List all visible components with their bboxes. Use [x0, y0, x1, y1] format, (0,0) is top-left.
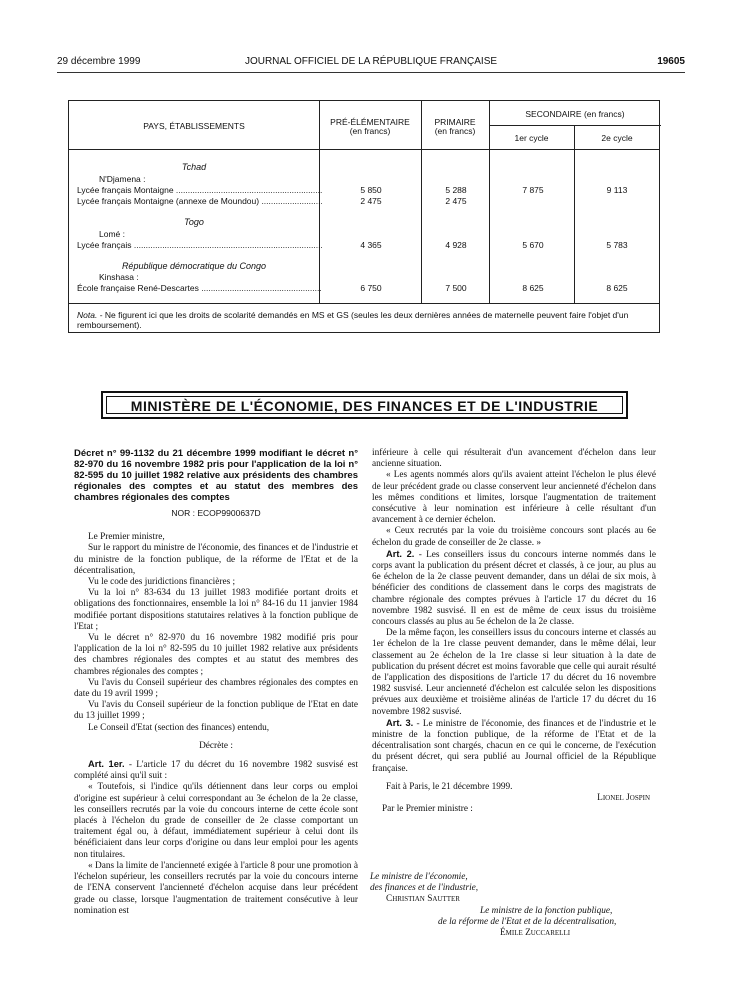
table-divider	[69, 303, 659, 304]
table-row	[77, 196, 655, 207]
article-1-text: - L'article 17 du décret du 16 novembre 1982 susvisé est complété ainsi qu'il suit :	[74, 760, 359, 782]
row-name: Lycée français Montaigne .....	[77, 185, 322, 196]
city-lome: Lomé :	[99, 229, 125, 239]
paragraph: Sur le rapport du ministre de l'économie, des finances et de l'industrie et du ministre de la fonction publique, de la réforme de l'Etat et de la décentralisation,	[74, 543, 358, 576]
article-3-text: - Le ministre de l'économie, des finances et de l'industrie et le ministre de la fonction publique, de la réforme de l'Etat et de la décentralisation sont chargés, chacun en ce qui le concerne, de l'exécution du présent décret, qui sera publié au Journal officiel de la République française.	[372, 718, 656, 774]
row-c2: 5 783	[606, 240, 628, 250]
article-1	[74, 759, 358, 782]
note-label: Nota.	[77, 310, 98, 320]
row-prim: 5 288	[445, 185, 467, 195]
row-c1: 8 625	[522, 283, 544, 293]
note-text: - Ne figurent ici que les droits de scolarité demandés en MS et GS (seules les deux dernières années de maternelle peuvent faire l'objet d'un remboursement).	[77, 310, 629, 330]
par-premier-ministre: Par le Premier ministre :	[382, 804, 473, 815]
country-congo: République démocratique du Congo	[121, 261, 267, 271]
col-header-pre-label: PRÉ-ÉLÉMENTAIRE	[330, 117, 410, 127]
article-3-label: Art. 3.	[386, 717, 414, 728]
right-column	[372, 448, 656, 816]
row-c1: 7 875	[522, 185, 544, 195]
city-ndjamena: N'Djamena :	[99, 174, 146, 184]
ministry-heading: MINISTÈRE DE L'ÉCONOMIE, DES FINANCES ET DE L'INDUSTRIE	[106, 396, 623, 414]
row-prim: 7 500	[445, 283, 467, 293]
signature-place-date: Fait à Paris, le 21 décembre 1999.	[386, 781, 513, 792]
signer-prime-minister: Lionel Jospin	[597, 793, 650, 804]
paragraph: « Toutefois, si l'indice qu'ils détiennent dans leur corps ou emploi d'origine est supérieur à celui correspondant au 3e échelon de la 2e classe, les conseillers recrutés par la voie du concours interne de cette école sont placés à l'échelon du grade de conseiller de 2e classe comportant un traitement égal ou, à défaut, immédiatement supérieur à celui dont ils bénéficiaient dans leur corps d'origine ou dans leur emploi pour les agents non titulaires.	[74, 782, 358, 860]
row-name: Lycée français Montaigne (annexe de Moundou) .....	[77, 196, 322, 207]
row-name: École française René-Descartes .....	[77, 283, 322, 294]
table-divider	[574, 125, 575, 303]
header-journal-title: JOURNAL OFFICIEL DE LA RÉPUBLIQUE FRANÇAISE	[244, 56, 498, 67]
table-divider	[489, 125, 661, 126]
article-2-label: Art. 2.	[386, 548, 415, 559]
paragraph: Le Premier ministre,	[88, 532, 165, 543]
paragraph: « Les agents nommés alors qu'ils avaient atteint l'échelon le plus élevé de leur précédent grade ou classe conservent leur ancienneté d'échelon dans les mêmes conditions et limites, lorsque l'augmentation de traitement consécutive à leur nomination est inférieure à celle résultant d'un avancement à ce dernier échelon.	[372, 470, 656, 526]
header-rule	[57, 72, 685, 73]
row-prim: 2 475	[445, 196, 467, 206]
article-2-text: - Les conseillers issus du concours interne nommés dans le corps avant la publication du présent décret et classés, à ce jour, au plus au 6e échelon de la 2e classe peuvent demander, dans un délai de six mois, à bénéficier des conditions de classement dans le corps des magistrats de chambre régionale des comptes prévues à l'article 17 du décret du 16 novembre 1982 susvisé. Il en est de même de ceux issus du troisième concours classés au plus au 5e échelon de la 2e classe.	[372, 549, 656, 628]
minister-fp-line1: Le ministre de la fonction publique,	[480, 905, 613, 916]
col-header-prim	[421, 118, 489, 136]
row-pre: 6 750	[360, 283, 382, 293]
table-row	[77, 185, 655, 196]
col-header-prim-label: PRIMAIRE	[434, 117, 476, 127]
left-column	[74, 448, 358, 917]
row-pre: 5 850	[360, 185, 382, 195]
header-page-number: 19605	[657, 56, 685, 67]
col-header-sec: SECONDAIRE (en francs)	[525, 109, 625, 119]
article-3	[372, 718, 656, 775]
signer-zuccarelli: Émile Zuccarelli	[500, 928, 571, 939]
paragraph: « Dans la limite de l'ancienneté exigée à l'article 8 pour une promotion à l'échelon supérieur, les conseillers recrutés par la voie du concours interne de l'ENA conservent l'ancienneté d'échelon acquise dans leur précédent grade ou classe, lorsque l'augmentation de traitement consécutive à leur nomination est	[74, 860, 358, 916]
nor-reference: NOR : ECOP9900637D	[171, 508, 261, 518]
minister-economy-line1: Le ministre de l'économie,	[370, 872, 468, 882]
row-pre: 2 475	[360, 196, 382, 206]
tuition-table	[68, 100, 660, 333]
table-row	[77, 240, 655, 251]
decrete-heading: Décrète :	[199, 740, 233, 751]
paragraph: Vu le code des juridictions financières ;	[88, 577, 236, 588]
city-kinshasa: Kinshasa :	[99, 272, 139, 282]
signer-sautter: Christian Sautter	[386, 894, 460, 905]
row-c1: 5 670	[522, 240, 544, 250]
col-header-pre	[319, 118, 421, 136]
row-c2: 9 113	[606, 185, 628, 195]
row-c2: 8 625	[606, 283, 628, 293]
table-row	[77, 283, 655, 294]
header-date: 29 décembre 1999	[57, 56, 141, 67]
country-tchad: Tchad	[181, 162, 207, 172]
paragraph: inférieure à celle qui résulterait d'un avancement d'échelon dans leur ancienne situation.	[372, 448, 656, 470]
country-togo: Togo	[184, 217, 204, 227]
ministry-heading-box	[101, 391, 628, 419]
signature-block	[372, 872, 672, 939]
decree-title: Décret n° 99-1132 du 21 décembre 1999 modifiant le décret n° 82-970 du 16 novembre 1982 pris pour l'application de la loi n° 82-595 du 10 juillet 1982 relative aux présidents des chambres régionales des comptes et au statut des membres des chambres régionales des comptes	[74, 448, 358, 503]
col-header-prim-unit: (en francs)	[434, 126, 476, 136]
paragraph: Vu l'avis du Conseil supérieur de la fonction publique de l'Etat en date du 13 juillet 1999 ;	[74, 700, 358, 722]
article-1-label: Art. 1er.	[88, 759, 125, 770]
paragraph: Vu la loi n° 83-634 du 13 juillet 1983 modifiée portant droits et obligations des fonctionnaires, ensemble la loi n° 84-16 du 11 janvier 1984 modifiée portant dispositions statutaires relatives à la fonction publique de l'Etat ;	[74, 588, 358, 632]
col-header-cycle2: 2e cycle	[601, 133, 633, 143]
table-note	[77, 310, 655, 330]
row-pre: 4 365	[360, 240, 382, 250]
paragraph: Le Conseil d'Etat (section des finances) entendu,	[88, 722, 270, 733]
paragraph: « Ceux recrutés par la voie du troisième concours sont placés au 6e échelon du grade de conseiller de 2e classe. »	[372, 526, 656, 548]
minister-economy-line2: des finances et de l'industrie,	[370, 883, 479, 894]
table-divider	[69, 149, 659, 150]
col-header-pays: PAYS, ÉTABLISSEMENTS	[143, 121, 245, 131]
page-header	[57, 56, 685, 70]
row-name: Lycée français .....	[77, 240, 322, 251]
paragraph: Vu le décret n° 82-970 du 16 novembre 1982 modifié pris pour l'application de la loi n° 82-595 du 10 juillet 1982 relative aux présidents des chambres régionales des comptes et au statut des membres des chambres régionales des comptes ;	[74, 633, 358, 677]
row-prim: 4 928	[445, 240, 467, 250]
col-header-pre-unit: (en francs)	[349, 126, 391, 136]
col-header-cycle1: 1er cycle	[514, 133, 549, 143]
paragraph: Vu l'avis du Conseil supérieur des chambres régionales des comptes en date du 19 avril 1999 ;	[74, 677, 358, 700]
minister-fp-line2: de la réforme de l'Etat et de la décentralisation,	[438, 916, 617, 927]
article-2	[372, 549, 656, 628]
paragraph: De la même façon, les conseillers issus du concours interne et classés au 1er échelon de la 1re classe peuvent demander, dans le même délai, leur classement au 2e échelon de la 1re classe si leur situation à la date de publication du présent décret est moins favorable que celle qui aurait résulté de l'application des dispositions de l'article 17 du décret du 16 novembre 1982 susvisé. Leur ancienneté d'échelon est calculée selon les dispositions prévues aux deuxième et troisième alinéas de l'article 17 du décret du 16 novembre 1982 susvisé.	[372, 628, 656, 717]
